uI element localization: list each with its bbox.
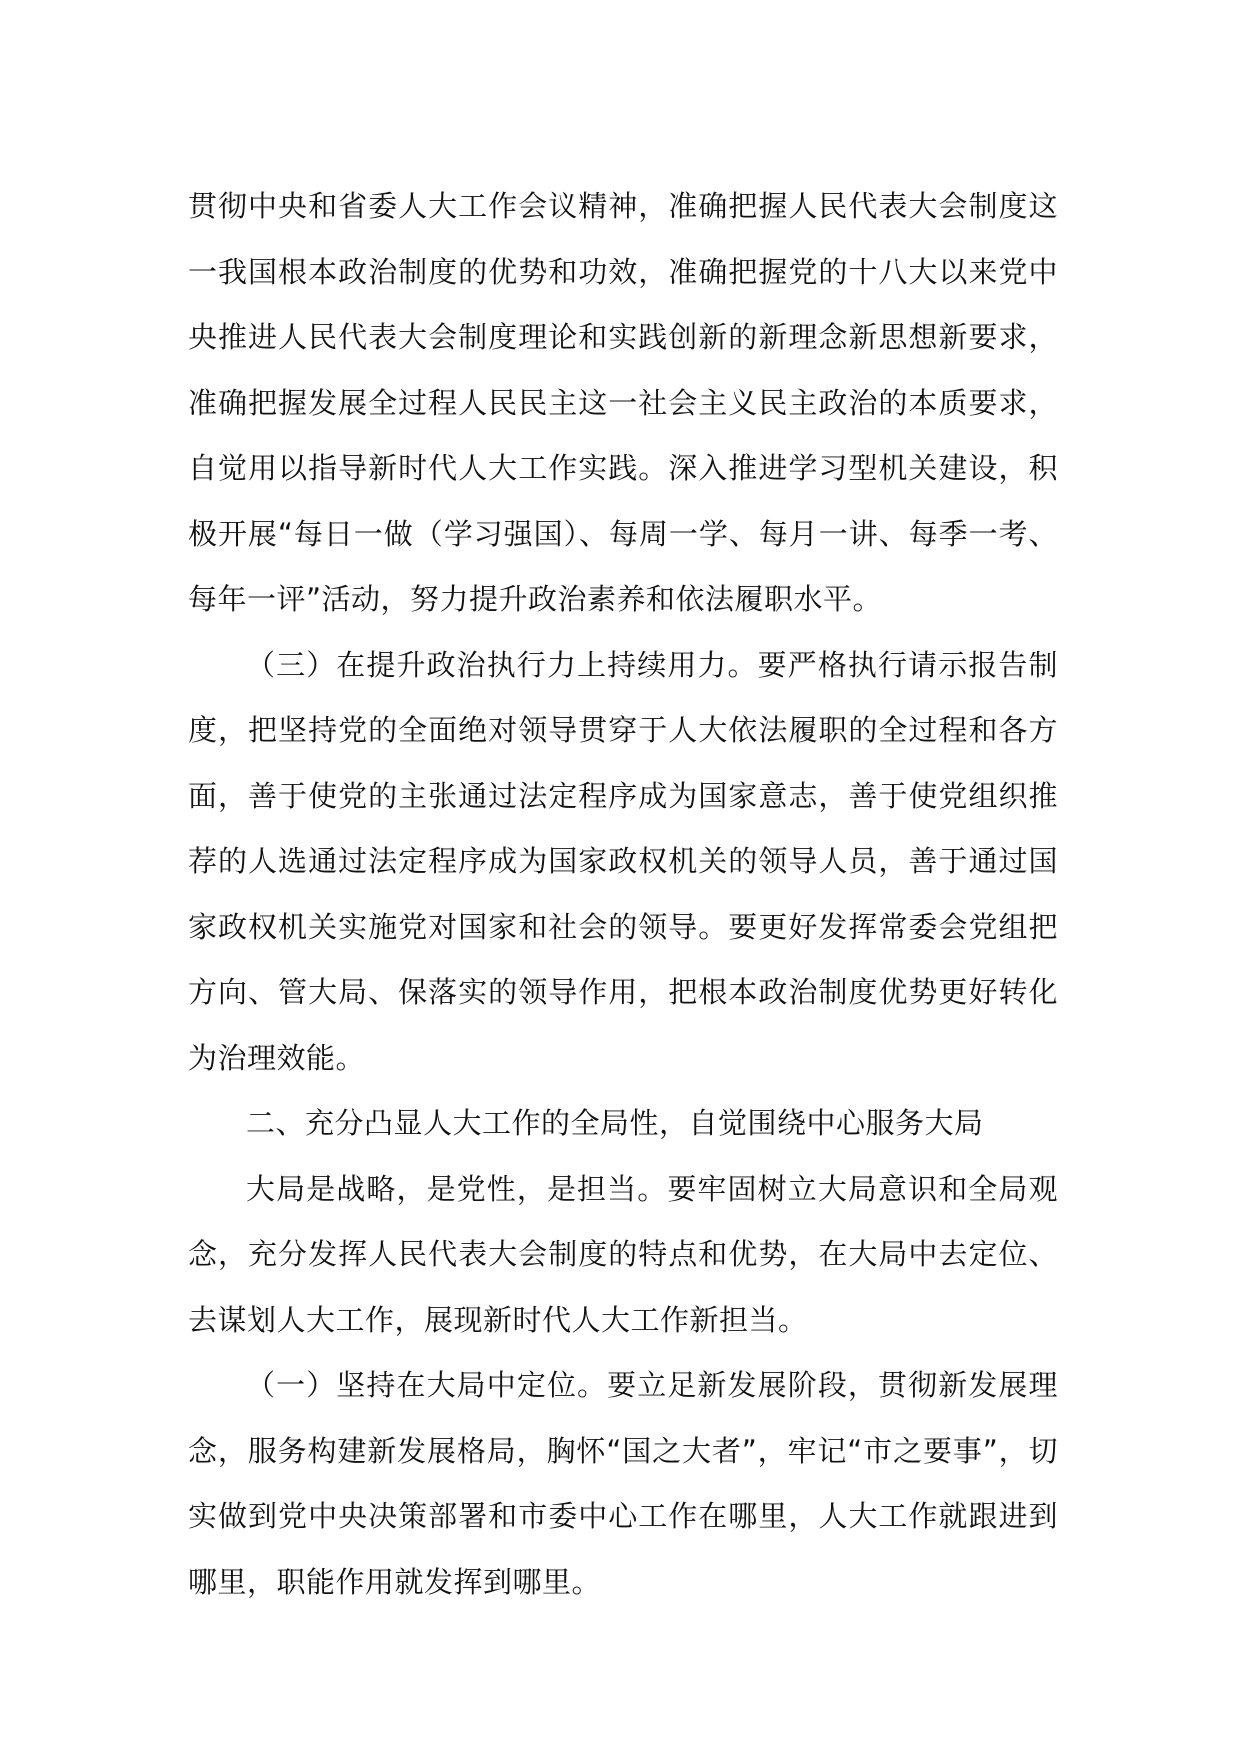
paragraph-continuation: 贯彻中央和省委人大工作会议精神，准确把握人民代表大会制度这一我国根本政治制度的优势和功效，准确把握党的十八大以来党中央推进人民代表大会制度理论和实践创新的新理念新思想新要求，准确把握发展全过程人民民主这一社会主义民主政治的本质要求，自觉用以指导新时代人大工作实践。深入推进学习型机关建设，积极开展“每日一做（学习强国）、每周一学、每月一讲、每季一考、每年一评”活动，努力提升政治素养和依法履职水平。 <box>188 189 1058 616</box>
paragraph-section-3: （三）在提升政治执行力上持续用力。要严格执行请示报告制度，把坚持党的全面绝对领导贯穿于人大依法履职的全过程和各方面，善于使党的主张通过法定程序成为国家意志，善于使党组织推荐的人选通过法定程序成为国家政权机关的领导人员，善于通过国家政权机关实施党对国家和社会的领导。要更好发挥常委会党组把方向、管大局、保落实的领导作用，把根本政治制度优势更好转化为治理效能。 <box>188 647 1058 1075</box>
paragraph-subsection-1: （一）坚持在大局中定位。要立足新发展阶段，贯彻新发展理念，服务构建新发展格局，胸怀“国之大者”，牢记“市之要事”，切实做到党中央决策部署和市委中心工作在哪里，人大工作就跟进到哪里，职能作用就发挥到哪里。 <box>188 1368 1058 1599</box>
section-heading-2: 二、充分凸显人大工作的全局性，自觉围绕中心服务大局 <box>246 1106 984 1140</box>
paragraph-big-picture: 大局是战略，是党性，是担当。要牢固树立大局意识和全局观念，充分发挥人民代表大会制度的特点和优势，在大局中去定位、去谋划人大工作，展现新时代人大工作新担当。 <box>188 1171 1058 1337</box>
document-body <box>188 174 1058 1615</box>
